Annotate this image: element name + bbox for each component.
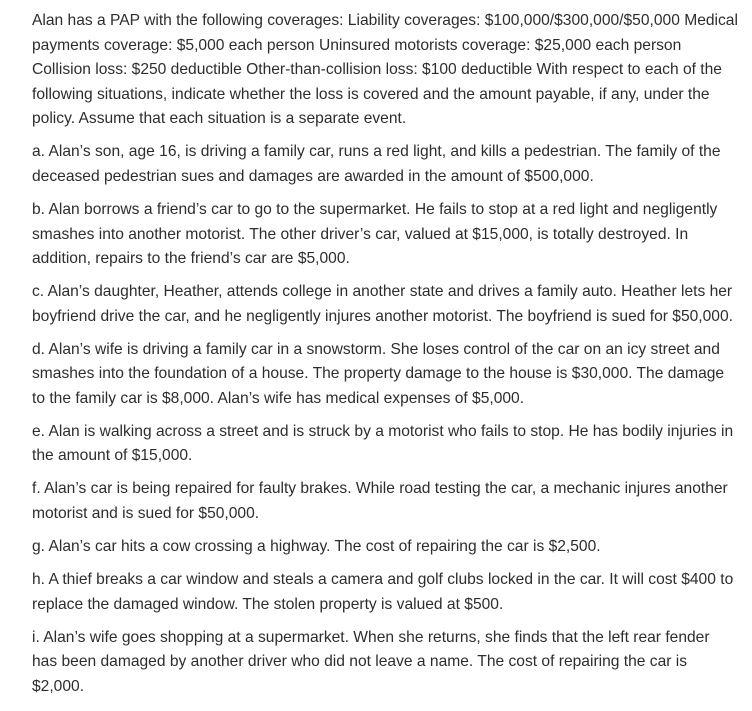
situation-c: c. Alan’s daughter, Heather, attends college in another state and drives a family auto. Heather lets her boyfriend drive the car, and he negligently injures another motorist. The boyfriend is sued for $50,000.: [32, 283, 733, 325]
situation-g: g. Alan’s car hits a cow crossing a highway. The cost of repairing the car is $2,500.: [32, 538, 601, 556]
intro-paragraph: Alan has a PAP with the following coverages: Liability coverages: $100,000/$300,000/$50,000 Medical payments coverage: $5,000 each person Uninsured motorists coverage: $25,000 each person Collision loss: $250 deductible Other-than-collision loss: $100 deductible With respect to each of the following situations, indicate whether the loss is covered and the amount payable, if any, under the policy. Assume that each situation is a separate event.: [32, 12, 738, 128]
situation-h: h. A thief breaks a car window and steals a camera and golf clubs locked in the car. It will cost $400 to replace the damaged window. The stolen property is valued at $500.: [32, 571, 734, 613]
situation-b: b. Alan borrows a friend’s car to go to the supermarket. He fails to stop at a red light and negligently smashes into another motorist. The other driver’s car, valued at $15,000, is totally destroyed. In addition, repairs to the friend’s car are $5,000.: [32, 200, 718, 268]
situation-f: f. Alan’s car is being repaired for faulty brakes. While road testing the car, a mechanic injures another motorist and is sued for $50,000.: [32, 480, 728, 523]
situation-a: a. Alan’s son, age 16, is driving a family car, runs a red light, and kills a pedestrian. The family of the deceased pedestrian sues and damages are awarded in the amount of $500,000.: [32, 143, 721, 185]
document-body: [32, 9, 738, 708]
situation-i: i. Alan’s wife goes shopping at a supermarket. When she returns, she finds that the left rear fender has been damaged by another driver who did not leave a name. The cost of repairing the car is $2,000.: [32, 628, 710, 695]
situation-e: e. Alan is walking across a street and is struck by a motorist who fails to stop. He has bodily injuries in the amount of $15,000.: [32, 422, 734, 465]
situation-d: d. Alan’s wife is driving a family car in a snowstorm. She loses control of the car on an icy street and smashes into the foundation of a house. The property damage to the house is $30,000. The damage to the family car is $8,000. Alan’s wife has medical expenses of $5,000.: [32, 340, 725, 407]
